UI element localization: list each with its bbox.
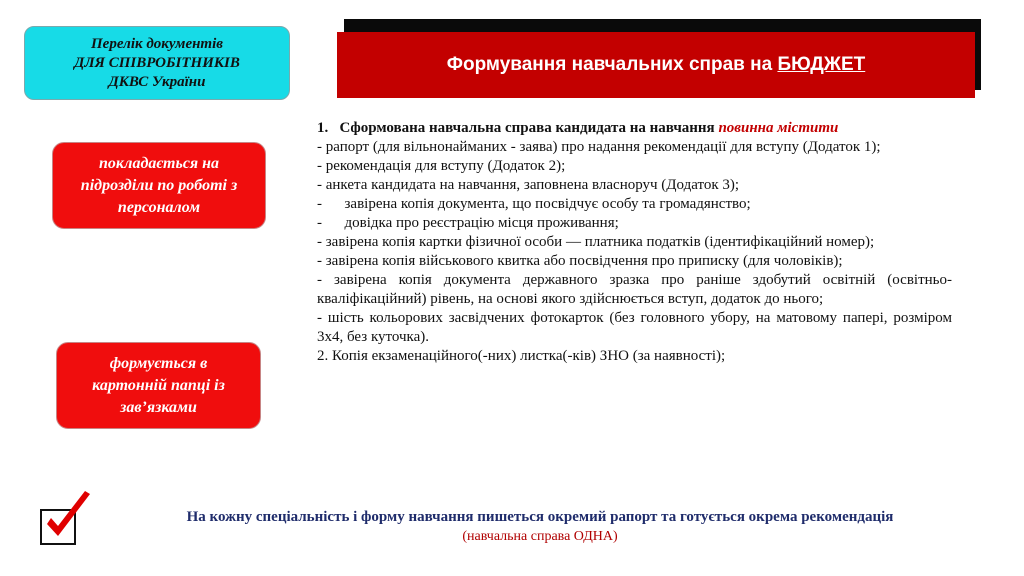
- list-item: 2. Копія екзаменаційного(-них) листка(-ків) ЗНО (за наявності);: [317, 348, 726, 364]
- list-item: - завірена копія картки фізичної особи — платника податків (ідентифікаційний номер);: [317, 234, 875, 250]
- header-line-1: Перелік документів: [91, 35, 223, 52]
- heading-must: повинна містити: [718, 120, 839, 136]
- list-item: - завірена копія військового квитка або посвідчення про приписку (для чоловіків);: [317, 253, 843, 269]
- page-title: [337, 32, 975, 98]
- list-item: - шість кольорових засвідчених фотокарток (без головного убору, на матовому папері, розміром 3х4, без куточка).: [317, 310, 952, 345]
- requirements-heading: [317, 119, 952, 138]
- requirements-list: [317, 119, 952, 366]
- list-item: - рекомендація для вступу (Додаток 2);: [317, 158, 566, 174]
- footer-notice: На кожну спеціальність і форму навчання пишеться окремий рапорт та готується окрема рекомендація: [186, 509, 894, 525]
- checkmark-icon: [38, 490, 96, 548]
- header-line-3: ДКВС України: [108, 73, 206, 90]
- list-item: - рапорт (для вільнонайманих - заява) про надання рекомендації для вступу (Додаток 1);: [317, 139, 881, 155]
- folder-note: [56, 342, 261, 429]
- title-prefix: Формування навчальних справ на: [446, 54, 778, 75]
- note1-line-2: підрозділи по роботі з: [80, 176, 238, 194]
- title-emphasis: БЮДЖЕТ: [777, 54, 866, 75]
- note2-line-3: зав’язками: [120, 398, 197, 416]
- responsibility-note: [52, 142, 266, 229]
- list-item: - завірена копія документа державного зразка про раніше здобутий освітній (освітньо-кваліфікаційний) рівень, на основі якого здійснюється вступ, додаток до нього;: [317, 272, 952, 307]
- note2-line-2: картонній папці із: [92, 376, 225, 394]
- note1-line-1: покладається на: [98, 154, 220, 172]
- header-line-2: ДЛЯ СПІВРОБІТНИКІВ: [74, 54, 240, 71]
- list-item: - завірена копія документа, що посвідчує особу та громадянство;: [317, 196, 751, 212]
- heading-main: 1. Сформована навчальна справа кандидата на навчання: [317, 120, 719, 136]
- documents-list-header: [24, 26, 290, 100]
- list-item: - анкета кандидата на навчання, заповнена власноруч (Додаток 3);: [317, 177, 740, 193]
- note2-line-1: формується в: [109, 354, 208, 372]
- footer-note: (навчальна справа ОДНА): [462, 529, 618, 544]
- note1-line-3: персоналом: [117, 198, 201, 216]
- list-item: - довідка про реєстрацію місця проживання;: [317, 215, 619, 231]
